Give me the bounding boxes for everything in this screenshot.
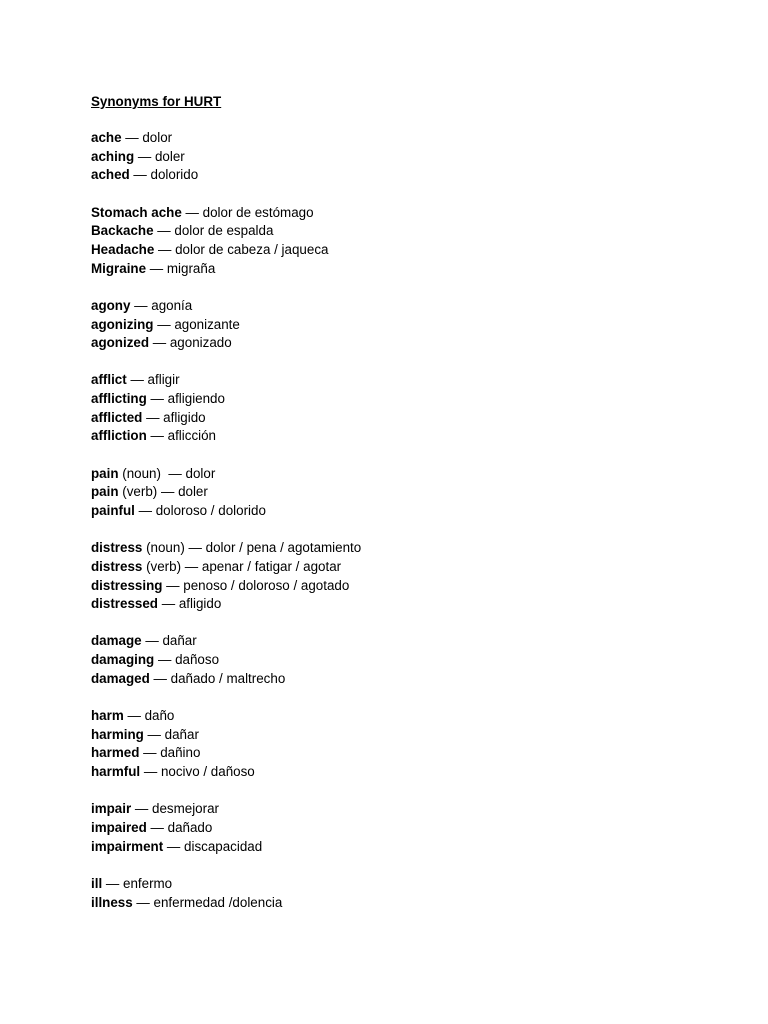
entry-translation: — desmejorar <box>131 801 219 817</box>
entry-translation: — agonía <box>130 297 193 313</box>
synonym-entry <box>91 502 731 521</box>
entry-term: pain <box>91 484 119 500</box>
synonym-entry <box>91 148 731 167</box>
synonym-entry <box>91 595 731 614</box>
synonym-entry <box>91 539 731 558</box>
synonym-entry <box>91 427 731 446</box>
entry-term: Headache <box>91 241 155 257</box>
entry-translation: — dolor <box>121 130 173 145</box>
entry-translation: — doloroso / dolorido <box>134 503 266 518</box>
entry-translation: — doler <box>134 148 185 164</box>
synonym-group <box>91 875 731 912</box>
synonym-entry <box>91 390 731 409</box>
entry-translation: — dolor de espalda <box>153 223 274 239</box>
synonym-entry <box>91 204 731 223</box>
entry-translation: — afligido <box>158 596 222 612</box>
synonym-entry <box>91 707 731 726</box>
synonym-entry <box>91 726 731 745</box>
synonym-entry <box>91 166 731 185</box>
synonym-entry <box>91 577 731 596</box>
entry-term: ache <box>91 130 122 145</box>
synonym-entry <box>91 632 731 651</box>
synonym-entry <box>91 371 731 390</box>
entry-term: harmful <box>91 764 141 780</box>
entry-translation: — enfermedad /dolencia <box>132 894 283 910</box>
entry-term: ached <box>91 167 130 183</box>
entry-term: aching <box>91 148 135 164</box>
entry-term: distressed <box>91 596 158 612</box>
entry-term: Stomach ache <box>91 204 182 220</box>
entry-term: harm <box>91 708 124 723</box>
entry-translation: — penoso / doloroso / agotado <box>162 577 350 593</box>
entry-term: afflicted <box>91 409 143 425</box>
synonym-entry <box>91 763 731 782</box>
entry-term: pain <box>91 465 119 481</box>
entry-translation: — dolorido <box>129 167 199 183</box>
entry-translation: — discapacidad <box>163 838 263 854</box>
entry-term: damaging <box>91 652 155 668</box>
document-title: Synonyms for HURT <box>91 94 222 109</box>
entry-term: illness <box>91 894 133 910</box>
entry-translation: — doler <box>157 484 208 500</box>
synonym-entry <box>91 222 731 241</box>
synonym-entry <box>91 800 731 819</box>
entry-term: impaired <box>91 819 147 835</box>
synonym-entry <box>91 297 731 316</box>
synonym-entry <box>91 334 731 353</box>
entry-term: afflict <box>91 372 127 388</box>
entry-term: Migraine <box>91 260 147 276</box>
entry-translation: — dolor de cabeza / jaqueca <box>154 241 329 257</box>
synonym-entry <box>91 129 731 148</box>
synonym-entry <box>91 651 731 670</box>
entry-term: ill <box>91 875 103 891</box>
entry-term: distressing <box>91 577 163 593</box>
entry-term: painful <box>91 503 135 518</box>
entry-part-of-speech: (noun) <box>118 465 165 481</box>
entry-part-of-speech: (verb) <box>142 558 182 574</box>
synonym-group <box>91 204 731 279</box>
entry-translation: — daño <box>123 708 175 723</box>
synonym-entry <box>91 819 731 838</box>
entry-part-of-speech: (verb) <box>118 484 158 500</box>
synonym-entry <box>91 241 731 260</box>
entry-translation: — enfermo <box>102 875 173 891</box>
entry-term: agony <box>91 297 131 313</box>
entry-translation: — migraña <box>146 260 216 276</box>
entry-translation: — dolor de estómago <box>181 204 314 220</box>
entry-translation: — nocivo / dañoso <box>140 764 255 780</box>
synonym-entry <box>91 465 731 484</box>
entry-term: impair <box>91 801 132 817</box>
entry-translation: — dañado / maltrecho <box>149 670 286 686</box>
entry-term: afflicting <box>91 391 147 407</box>
entry-translation: — afligiendo <box>146 391 225 407</box>
entry-translation: — dañar <box>143 726 199 742</box>
synonym-entry <box>91 744 731 763</box>
synonym-entry <box>91 316 731 335</box>
entry-term: agonized <box>91 335 150 351</box>
entry-translation: — dañar <box>141 633 197 649</box>
synonym-group <box>91 465 731 521</box>
entry-term: impairment <box>91 838 164 854</box>
synonym-group <box>91 539 731 614</box>
synonym-group <box>91 800 731 856</box>
entry-term: distress <box>91 558 143 574</box>
synonym-entry <box>91 483 731 502</box>
document-page <box>91 92 731 931</box>
synonym-entry <box>91 875 731 894</box>
synonym-group <box>91 632 731 688</box>
entry-translation: — dolor / pena / agotamiento <box>184 540 362 556</box>
entry-term: distress <box>91 540 143 556</box>
entry-translation: — agonizante <box>153 316 240 332</box>
entry-term: harmed <box>91 745 140 761</box>
synonym-group <box>91 129 731 185</box>
synonym-group <box>91 371 731 446</box>
synonym-entry <box>91 409 731 428</box>
entry-part-of-speech: (noun) <box>142 540 185 556</box>
entry-translation: — apenar / fatigar / agotar <box>181 558 342 574</box>
entry-term: agonizing <box>91 316 154 332</box>
synonym-entry <box>91 894 731 913</box>
synonym-group <box>91 707 731 782</box>
entry-translation: — agonizado <box>149 335 232 351</box>
entry-translation: — aflicción <box>146 428 217 444</box>
entry-term: affliction <box>91 428 147 444</box>
entry-translation: — dañino <box>139 745 201 761</box>
entry-translation: — afligir <box>126 372 180 388</box>
synonym-group <box>91 297 731 353</box>
synonym-entry <box>91 558 731 577</box>
entry-term: damaged <box>91 670 150 686</box>
entry-term: harming <box>91 726 144 742</box>
entry-translation: — dolor <box>164 465 216 481</box>
entry-term: damage <box>91 633 142 649</box>
synonym-entry <box>91 260 731 279</box>
entry-translation: — dañoso <box>154 652 220 668</box>
entry-translation: — afligido <box>142 409 206 425</box>
entry-translation: — dañado <box>146 819 213 835</box>
synonym-entry <box>91 670 731 689</box>
entry-term: Backache <box>91 223 154 239</box>
synonym-entry <box>91 838 731 857</box>
